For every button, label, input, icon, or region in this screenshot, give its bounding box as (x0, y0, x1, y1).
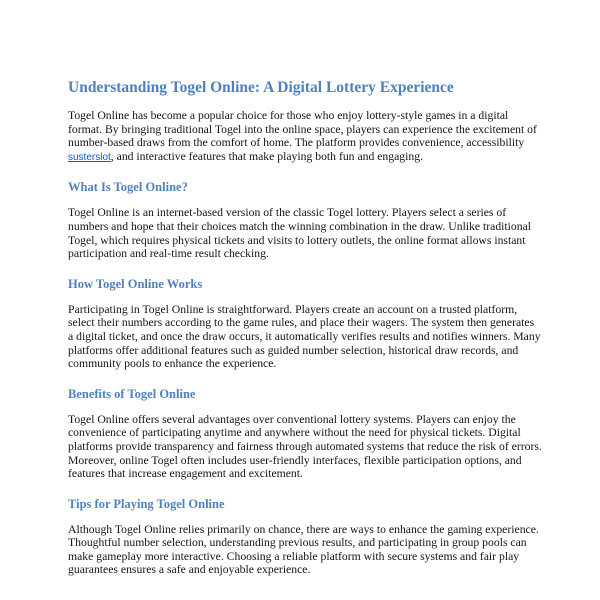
intro-text-after-link: , and interactive features that make playing both fun and engaging. (110, 149, 424, 163)
section-paragraph-tips-for-playing-togel-online: Although Togel Online relies primarily on chance, there are ways to enhance the gaming experience. Thoughtful number selection, understanding previous results, and participating in group pools can make gameplay more interactive. Choosing a reliable platform with secure systems and fair play guarantees ensures a safe and enjoyable experience. (68, 522, 539, 577)
section-heading-how-togel-online-works: How Togel Online Works (68, 276, 203, 291)
section-heading-what-is-togel-online: What Is Togel Online? (68, 180, 188, 195)
section-heading-tips-for-playing-togel-online: Tips for Playing Togel Online (68, 496, 225, 511)
susterslot-link[interactable]: susterslot (68, 151, 111, 163)
intro-text-before-link: Togel Online has become a popular choice for those who enjoy lottery-style games in a digital format. By bringing traditional Togel into the online space, players can experience the excitement of number-based draws from the comfort of home. The platform provides convenience, accessibility (68, 109, 537, 150)
section-paragraph-what-is-togel-online: Togel Online is an internet-based version of the classic Togel lottery. Players select a series of numbers and hope that their choices match the winning combination in the draw. Unlike traditional Togel, which requires physical tickets and visits to lottery outlets, the online format allows instant participation and real-time result checking. (68, 206, 532, 261)
intro-paragraph (68, 109, 542, 164)
section-paragraph-how-togel-online-works: Participating in Togel Online is straightforward. Players create an account on a trusted platform, select their numbers according to the game rules, and place their wagers. The system then generates a digital ticket, and once the draw occurs, it automatically verifies results and notifies winners. Many platforms offer additional features such as guided number selection, historical draw records, and community pools to enhance the experience. (68, 302, 541, 371)
section-paragraph-benefits-of-togel-online: Togel Online offers several advantages over conventional lottery systems. Players can enjoy the convenience of participating anytime and anywhere without the need for physical tickets. Digital platforms provide transparency and fairness through automated systems that reduce the risk of errors. Moreover, online Togel often includes user-friendly interfaces, flexible participation options, and features that increase engagement and excitement. (68, 412, 542, 481)
section-heading-benefits-of-togel-online: Benefits of Togel Online (68, 386, 196, 401)
document-title: Understanding Togel Online: A Digital Lottery Experience (68, 79, 454, 96)
